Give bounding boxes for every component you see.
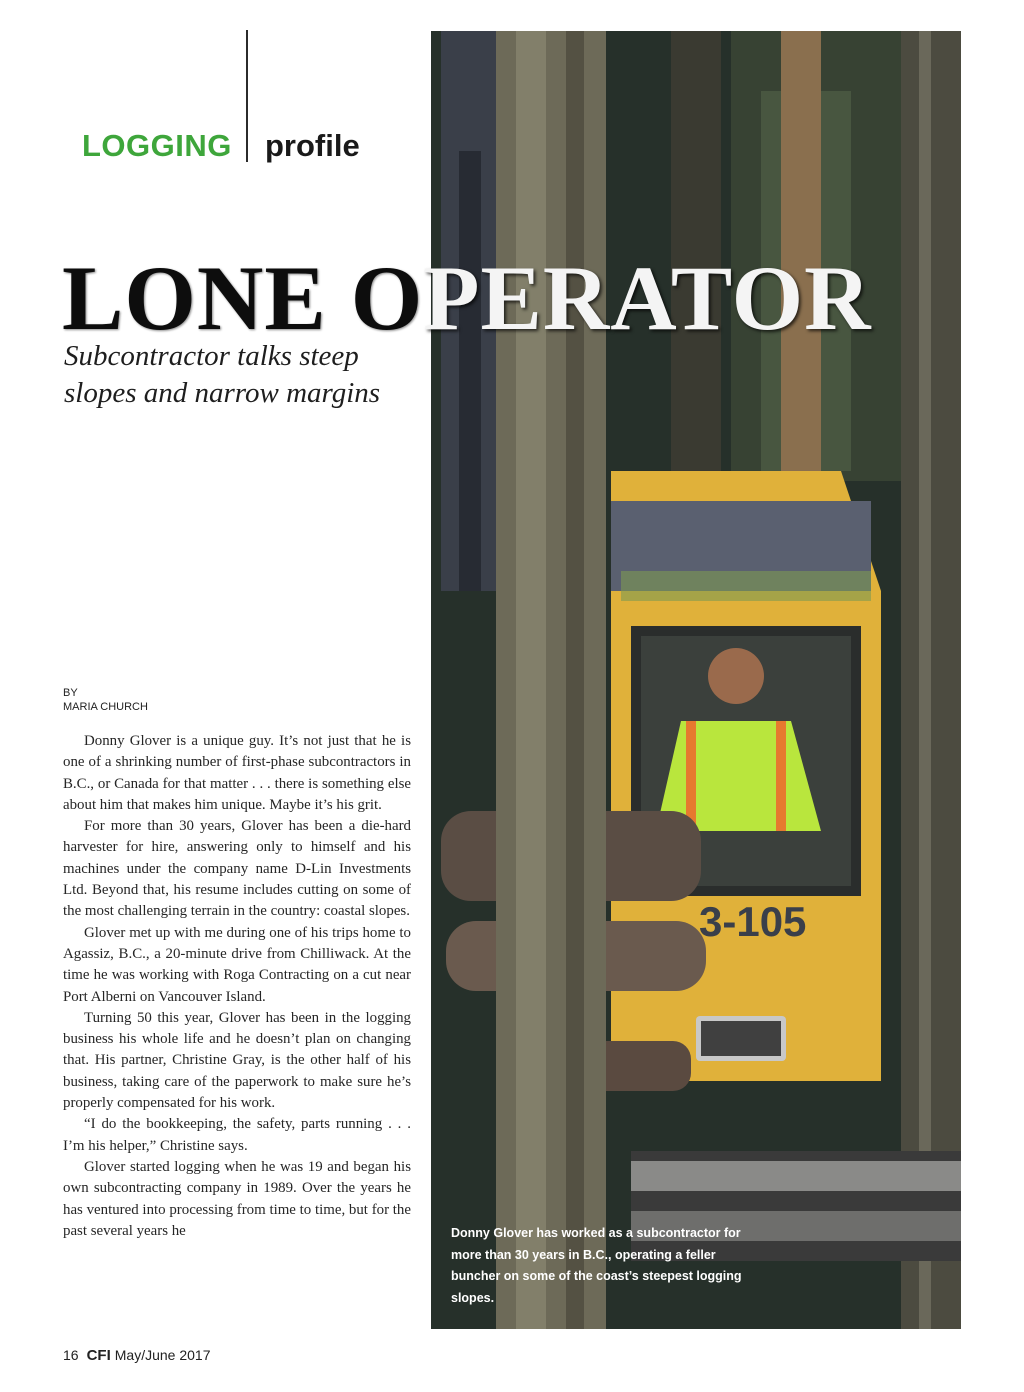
headline-part-b: PERATOR (423, 247, 872, 349)
subheadline (64, 338, 424, 412)
headline-part-a: LONE O (62, 247, 424, 349)
byline-by: BY (63, 687, 78, 699)
issue-date: May/June 2017 (114, 1347, 211, 1363)
publication-name: CFI (86, 1347, 111, 1364)
body-paragraph: Turning 50 this year, Glover has been in the logging business his whole life and he doesn’t plan on changing that. His partner, Christine Gray, is the other half of his business, taking care of the paperwork to make sure he’s properly compensated for his work. (63, 1009, 411, 1112)
body-paragraph: For more than 30 years, Glover has been a die-hard harvester for hire, answering only to himself and his machines under the company name D-Lin Investments Ltd. Beyond that, his resume includes cutting on some of the most challenging terrain in the country: coastal slopes. (63, 818, 411, 920)
headline (62, 248, 872, 348)
byline (63, 687, 148, 714)
feller-buncher-illustration (431, 31, 961, 1329)
photo-caption: Donny Glover has worked as a subcontractor for more than 30 years in B.C., operating a feller buncher on some of the coast’s steepest logging slopes. (451, 1226, 742, 1305)
section-label-logging: LOGGING (82, 128, 232, 163)
operator-head (708, 648, 764, 704)
foreground-tree-trunk (496, 31, 606, 1329)
subheadline-line-1: Subcontractor talks steep (64, 340, 359, 372)
section-label-profile: profile (265, 128, 360, 163)
feature-photo (431, 31, 961, 1329)
machine-number: 3-105 (699, 898, 807, 945)
body-paragraph: Glover started logging when he was 19 and began his own subcontracting company in 1989. Over the years he has ventured into processing from time to time, but for the past several years he (63, 1158, 411, 1239)
article-body (63, 731, 411, 1242)
body-paragraph: Donny Glover is a unique guy. It’s not just that he is one of a shrinking number of first-phase subcontractors in B.C., or Canada for that matter . . . there is something else about him that makes him unique. Maybe it’s his grit. (63, 733, 411, 813)
page-footer (63, 1347, 210, 1364)
page-number: 16 (63, 1347, 79, 1363)
body-paragraph: “I do the bookkeeping, the safety, parts running . . . I’m his helper,” Christine says. (63, 1116, 411, 1154)
body-paragraph: Glover met up with me during one of his trips home to Agassiz, B.C., a 20-minute drive from Chilliwack. At the time he was working with Roga Contracting on a cut near Port Alberni on Vancouver Island. (63, 924, 411, 1005)
byline-author: MARIA CHURCH (63, 700, 148, 713)
section-divider (246, 30, 248, 162)
subheadline-line-2: slopes and narrow margins (64, 377, 381, 409)
